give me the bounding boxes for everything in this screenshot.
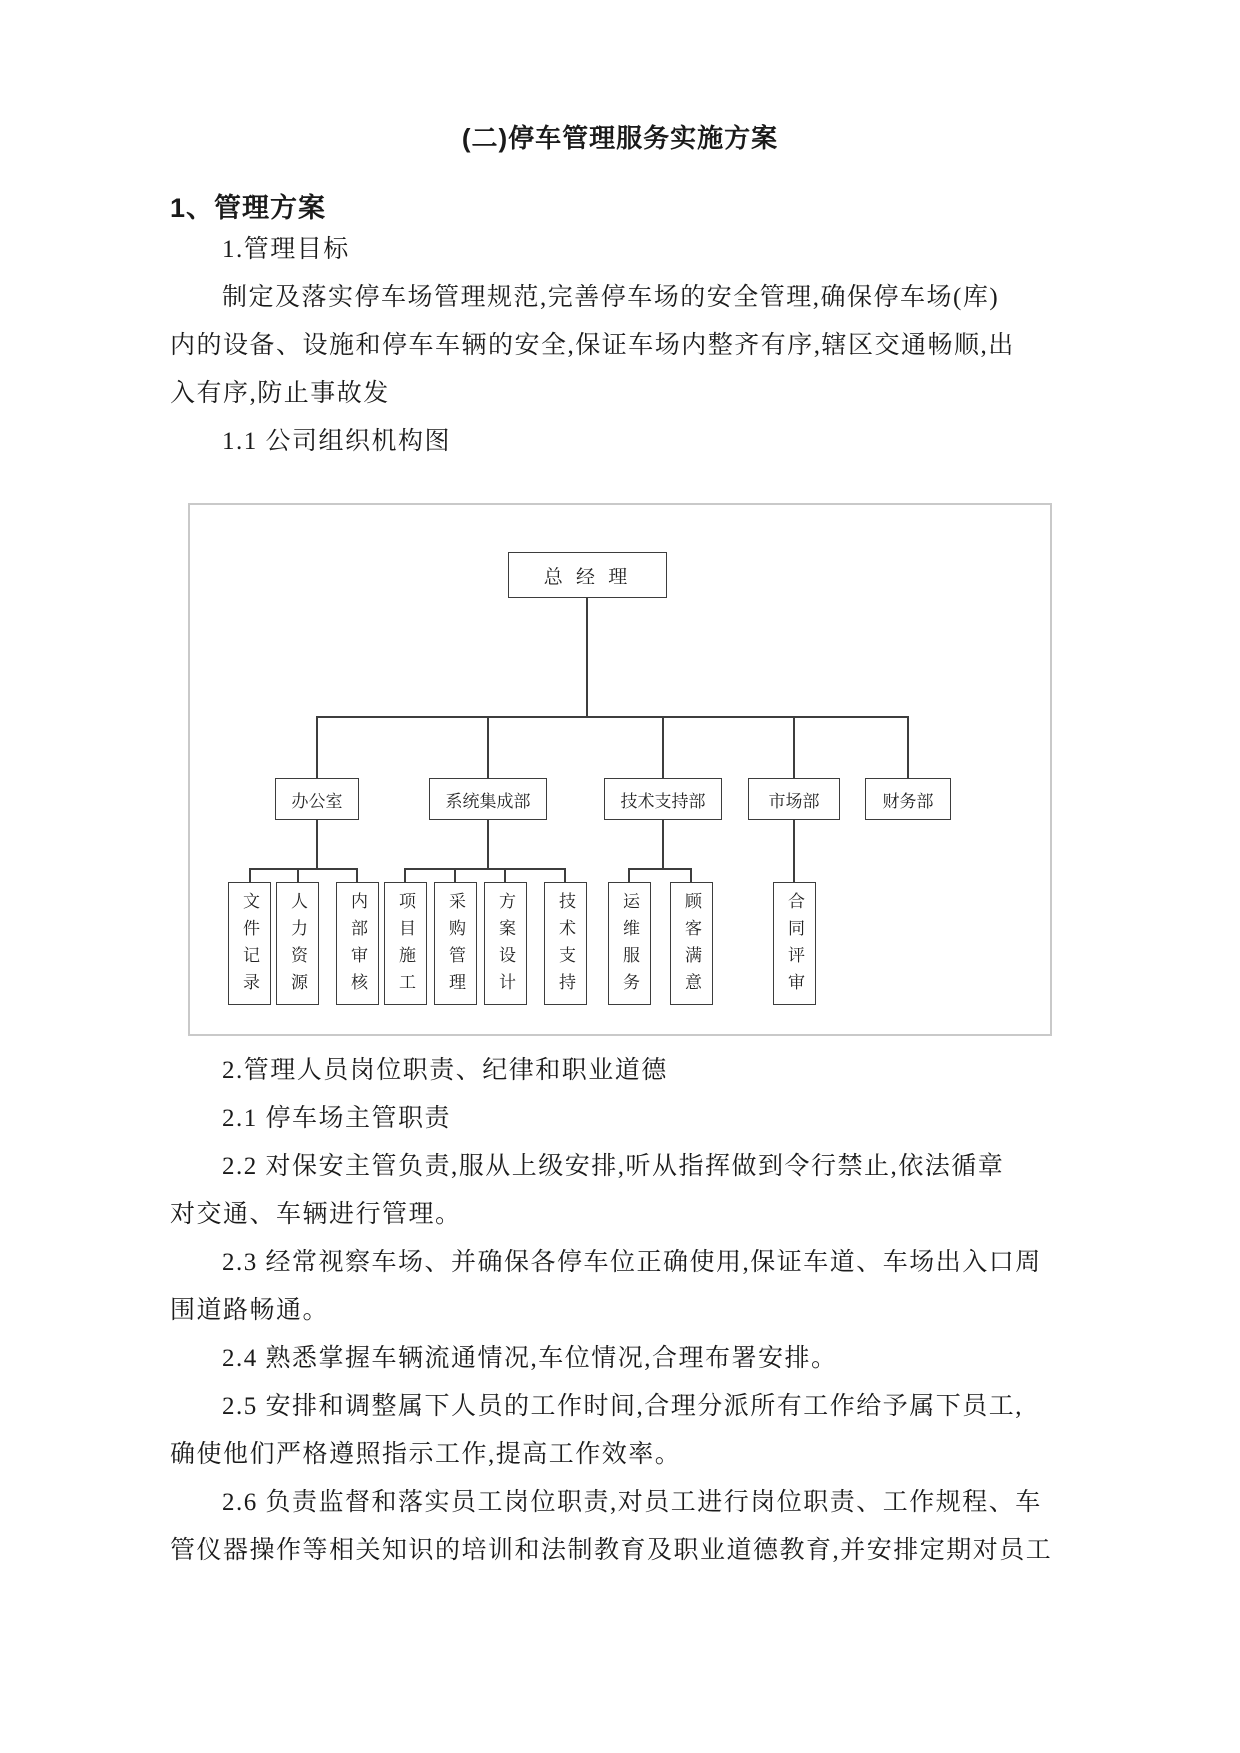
paragraph-line: 2.4 熟悉掌握车辆流通情况,车位情况,合理布署安排。 bbox=[222, 1345, 838, 1372]
paragraph-line: 2.1 停车场主管职责 bbox=[222, 1105, 452, 1132]
org-node-office: 办公室 bbox=[275, 778, 359, 820]
paragraph-line: 2.6 负责监督和落实员工岗位职责,对员工进行岗位职责、工作规程、车 bbox=[222, 1489, 1042, 1516]
org-chart-connector bbox=[404, 868, 565, 870]
org-chart-connector bbox=[793, 716, 795, 779]
org-chart-connector bbox=[793, 820, 795, 882]
org-chart-connector bbox=[316, 820, 318, 868]
org-chart-connector bbox=[586, 598, 588, 716]
paragraph-line: 围道路畅通。 bbox=[170, 1297, 330, 1324]
paragraph-line: 2.管理人员岗位职责、纪律和职业道德 bbox=[222, 1057, 668, 1084]
paragraph-line: 入有序,防止事故发 bbox=[170, 380, 390, 407]
org-chart-connector bbox=[316, 716, 909, 718]
paragraph-line: 管仪器操作等相关知识的培训和法制教育及职业道德教育,并安排定期对员工 bbox=[170, 1537, 1053, 1564]
org-node-internal-audit: 内部审核 bbox=[336, 882, 379, 1005]
org-chart-connector bbox=[404, 868, 406, 882]
org-chart-connector bbox=[487, 820, 489, 868]
org-chart-connector bbox=[628, 868, 691, 870]
org-node-marketing: 市场部 bbox=[748, 778, 840, 820]
org-node-file-records: 文件记录 bbox=[228, 882, 271, 1005]
org-node-technical-support: 技术支持 bbox=[544, 882, 587, 1005]
paragraphs-after-chart bbox=[170, 1047, 1070, 1575]
org-chart-connector bbox=[662, 716, 664, 779]
org-node-contract-review: 合同评审 bbox=[773, 882, 816, 1005]
paragraph-line: 1.1 公司组织机构图 bbox=[222, 428, 452, 455]
org-node-finance: 财务部 bbox=[865, 778, 951, 820]
paragraph-line: 2.2 对保安主管负责,服从上级安排,听从指挥做到令行禁止,依法循章 bbox=[222, 1153, 1005, 1180]
org-node-customer-satisfaction: 顾客满意 bbox=[670, 882, 713, 1005]
org-node-human-resources: 人力资源 bbox=[276, 882, 319, 1005]
page-content bbox=[0, 120, 1240, 1575]
org-node-procurement: 采购管理 bbox=[434, 882, 477, 1005]
org-node-project-construction: 项目施工 bbox=[384, 882, 427, 1005]
org-chart-figure bbox=[188, 503, 1052, 1036]
org-chart-connector bbox=[454, 868, 456, 882]
paragraph-line: 确使他们严格遵照指示工作,提高工作效率。 bbox=[170, 1441, 682, 1468]
org-chart-connector bbox=[628, 868, 630, 882]
paragraph-line: 对交通、车辆进行管理。 bbox=[170, 1201, 462, 1228]
org-node-system-integration: 系统集成部 bbox=[429, 778, 547, 820]
org-node-operation-service: 运维服务 bbox=[608, 882, 651, 1005]
org-chart-connector bbox=[249, 868, 357, 870]
section-heading: 1、管理方案 bbox=[170, 193, 327, 223]
org-chart-connector bbox=[316, 716, 318, 779]
org-chart-connector bbox=[297, 868, 299, 882]
org-node-solution-design: 方案设计 bbox=[484, 882, 527, 1005]
org-chart-connector bbox=[356, 868, 358, 882]
paragraph-line: 制定及落实停车场管理规范,完善停车场的安全管理,确保停车场(库) bbox=[222, 284, 1000, 311]
paragraphs-before-chart bbox=[170, 226, 1070, 466]
document-title: (二)停车管理服务实施方案 bbox=[461, 123, 779, 153]
org-chart-connector bbox=[504, 868, 506, 882]
paragraph-line: 2.3 经常视察车场、并确保各停车位正确使用,保证车道、车场出入口周 bbox=[222, 1249, 1042, 1276]
paragraph-line: 内的设备、设施和停车车辆的安全,保证车场内整齐有序,辖区交通畅顺,出 bbox=[170, 332, 1015, 359]
org-chart-connector bbox=[564, 868, 566, 882]
org-chart-connector bbox=[907, 716, 909, 779]
org-chart-connector bbox=[487, 716, 489, 779]
org-chart-connector bbox=[690, 868, 692, 882]
org-node-general-manager: 总 经 理 bbox=[508, 552, 667, 598]
org-chart-connector bbox=[662, 820, 664, 868]
org-node-tech-support-dept: 技术支持部 bbox=[604, 778, 722, 820]
org-chart-connector bbox=[249, 868, 251, 882]
paragraph-line: 2.5 安排和调整属下人员的工作时间,合理分派所有工作给予属下员工, bbox=[222, 1393, 1024, 1420]
paragraph-line: 1.管理目标 bbox=[222, 236, 350, 263]
